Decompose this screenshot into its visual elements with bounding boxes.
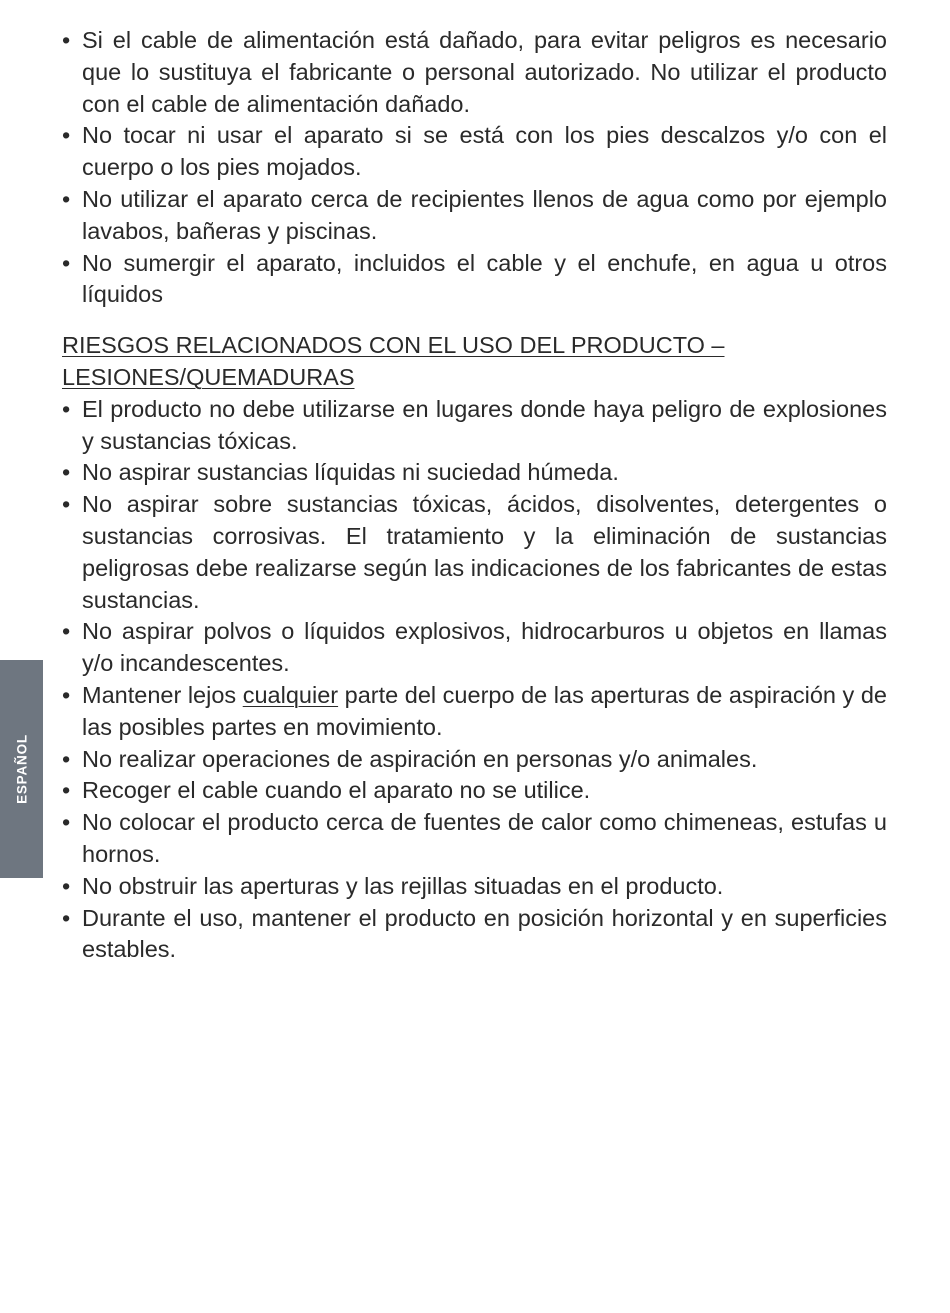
list-item: • No obstruir las aperturas y las rejillas situadas en el producto. (62, 871, 887, 903)
usage-risks-list (62, 394, 887, 966)
electrical-safety-list (62, 25, 887, 311)
list-item-text: Mantener lejos (82, 681, 243, 708)
list-item: • No realizar operaciones de aspiración en personas y/o animales. (62, 744, 887, 776)
list-item (62, 680, 887, 744)
list-item: • No utilizar el aparato cerca de recipientes llenos de agua como por ejemplo lavabos, bañeras y piscinas. (62, 184, 887, 248)
list-item: • Durante el uso, mantener el producto en posición horizontal y en superficies estables. (62, 903, 887, 967)
list-item: • No tocar ni usar el aparato si se está con los pies descalzos y/o con el cuerpo o los pies mojados. (62, 120, 887, 184)
list-item: • No sumergir el aparato, incluidos el cable y el enchufe, en agua u otros líquidos (62, 248, 887, 312)
list-item: • No colocar el producto cerca de fuentes de calor como chimeneas, estufas u hornos. (62, 807, 887, 871)
list-item: • No aspirar sustancias líquidas ni suciedad húmeda. (62, 457, 887, 489)
manual-page-content (62, 25, 887, 966)
list-item: • No aspirar polvos o líquidos explosivos, hidrocarburos u objetos en llamas y/o incandescentes. (62, 616, 887, 680)
list-item: • El producto no debe utilizarse en lugares donde haya peligro de explosiones y sustancias tóxicas. (62, 394, 887, 458)
list-item: • No aspirar sobre sustancias tóxicas, ácidos, disolventes, detergentes o sustancias corrosivas. El tratamiento y la eliminación de sustancias peligrosas debe realizarse según las indicaciones de los fabricantes de estas sustancias. (62, 489, 887, 616)
underlined-word: cualquier (242, 681, 339, 708)
section-heading: RIESGOS RELACIONADOS CON EL USO DEL PRODUCTO – LESIONES/QUEMADURAS (62, 332, 725, 390)
list-item: • Si el cable de alimentación está dañado, para evitar peligros es necesario que lo sustituya el fabricante o personal autorizado. No utilizar el producto con el cable de alimentación dañado. (62, 25, 887, 120)
list-item-text: parte del cuerpo de las aperturas de aspiración y de las posibles partes en movimiento. (82, 681, 887, 740)
language-tab-label: ESPAÑOL (14, 734, 29, 804)
language-side-tab (0, 660, 43, 878)
section-spacer (62, 311, 887, 330)
list-item: • Recoger el cable cuando el aparato no se utilice. (62, 775, 887, 807)
